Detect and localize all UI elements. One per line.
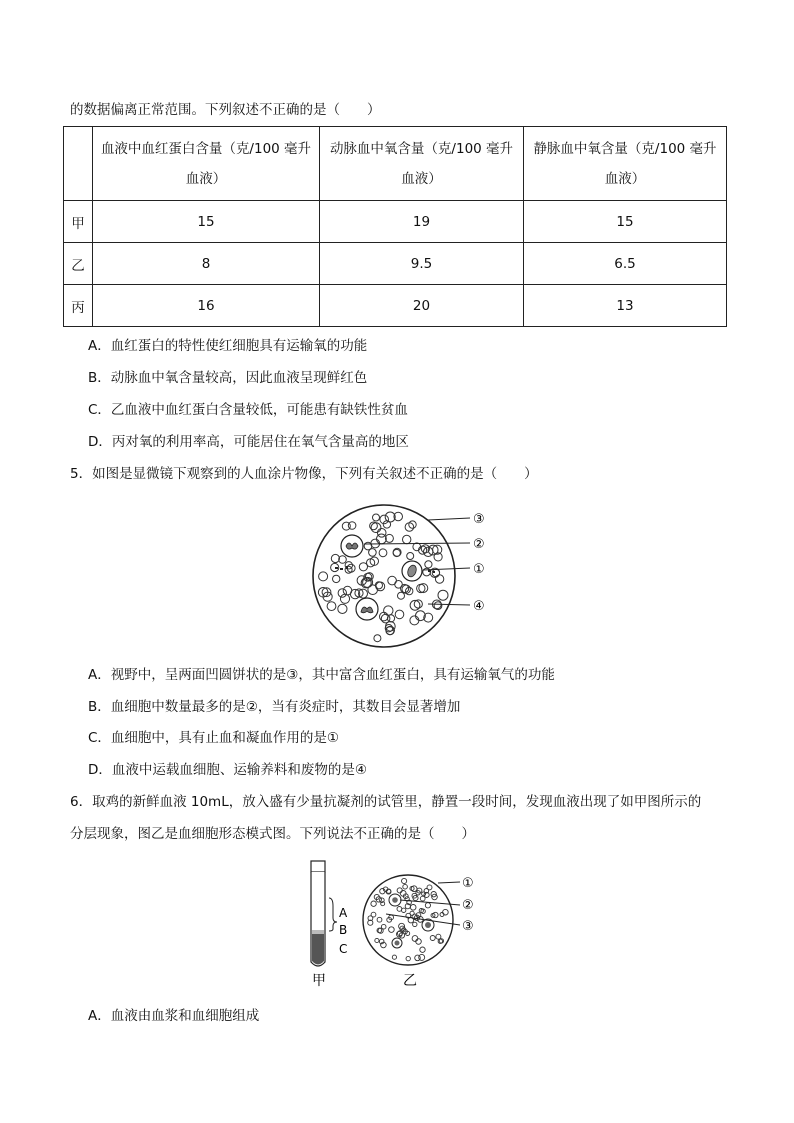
table-row <box>64 201 727 243</box>
red-blood-cell <box>338 604 347 613</box>
red-blood-cell <box>395 610 404 619</box>
table-header-row <box>64 127 727 201</box>
red-blood-cell <box>389 927 395 933</box>
red-blood-cell <box>374 635 381 642</box>
red-blood-cell <box>416 939 422 945</box>
header-arterial-line1: 动脉血中氧含量（克/100 毫升 <box>329 140 514 157</box>
q5-option-a: A．视野中，呈两面凹圆饼状的是③，其中富含血红蛋白，具有运输氧气的功能 <box>88 667 555 683</box>
layer-b <box>312 930 324 934</box>
q4-option-c: C．乙血液中血红蛋白含量较低，可能患有缺铁性贫血 <box>88 402 408 418</box>
red-blood-cell <box>436 934 441 939</box>
red-blood-cell <box>425 561 432 568</box>
caption-jia: 甲 <box>312 973 326 989</box>
table-row <box>64 243 727 285</box>
red-blood-cell <box>380 612 389 621</box>
header-venous-line1: 静脉血中氧含量（克/100 毫升 <box>533 140 717 157</box>
white-blood-cell <box>402 561 422 581</box>
red-blood-cell <box>375 938 379 942</box>
red-blood-cell <box>384 606 393 615</box>
label-2: ② <box>473 537 485 552</box>
q4-option-d: D．丙对氧的利用率高，可能居住在氧气含量高的地区 <box>88 434 409 450</box>
red-blood-cell <box>373 514 380 521</box>
q5-option-d: D．血液中运载血细胞、运输养料和废物的是④ <box>88 762 367 778</box>
red-blood-cell <box>420 896 425 901</box>
red-blood-cell <box>369 549 377 557</box>
red-blood-cell <box>371 901 376 906</box>
cell-value: 19 <box>320 201 524 243</box>
caption-yi: 乙 <box>403 973 417 989</box>
red-blood-cell <box>348 522 356 530</box>
red-blood-cell <box>371 912 376 917</box>
red-blood-cell <box>397 888 402 893</box>
red-blood-cell <box>412 936 418 942</box>
table-corner-cell <box>64 127 93 201</box>
q5-option-c: C．血细胞中，具有止血和凝血作用的是① <box>88 730 340 746</box>
red-blood-cell <box>406 956 410 960</box>
header-arterial-line2: 血液） <box>401 170 442 187</box>
tube-label-c: C <box>339 942 348 956</box>
label-1: ① <box>462 876 474 891</box>
q6-stem-line1: 6．取鸡的新鲜血液 10mL，放入盛有少量抗凝剂的试管里，静置一段时间，发现血液出现了如甲图所示的 <box>70 794 702 810</box>
row-label-yi: 乙 <box>64 243 93 285</box>
label-3: ③ <box>462 919 474 934</box>
white-blood-cell <box>341 535 363 557</box>
cell-value: 15 <box>524 201 727 243</box>
red-blood-cell <box>338 589 346 597</box>
red-blood-cell <box>381 924 386 929</box>
tube-label-a: A <box>339 906 348 920</box>
red-blood-cell <box>392 955 396 959</box>
cell-value: 13 <box>524 285 727 327</box>
red-blood-cells <box>318 512 448 642</box>
cell-value: 15 <box>93 201 320 243</box>
red-blood-cell <box>371 523 381 533</box>
row-label-bing: 丙 <box>64 285 93 327</box>
blood-tube-and-cells-figure <box>300 858 490 990</box>
cell-value: 6.5 <box>524 243 727 285</box>
red-blood-cell <box>419 954 425 960</box>
red-blood-cell <box>327 602 336 611</box>
red-blood-cell <box>425 903 430 908</box>
q6-option-a: A．血液由血浆和血细胞组成 <box>88 1008 260 1024</box>
table-row <box>64 285 727 327</box>
red-blood-cell <box>438 590 448 600</box>
blood-data-table <box>63 126 727 327</box>
label-4: ④ <box>473 599 485 614</box>
red-blood-cell <box>343 586 352 595</box>
header-hemoglobin-line1: 血液中血红蛋白含量（克/100 毫升 <box>100 140 312 157</box>
label-2: ② <box>462 898 474 913</box>
cell-value: 9.5 <box>320 243 524 285</box>
blood-smear-figure <box>310 500 500 652</box>
red-blood-cell <box>430 936 435 941</box>
label-1: ① <box>473 562 485 577</box>
red-blood-cell <box>398 592 405 599</box>
table-header-venous-oxygen <box>524 127 727 201</box>
red-blood-cell <box>333 575 340 582</box>
tube-label-b: B <box>339 923 348 937</box>
layer-c <box>312 934 324 965</box>
red-blood-cell <box>407 553 414 560</box>
white-blood-cell <box>356 598 378 620</box>
red-blood-cell <box>410 905 416 911</box>
test-tube <box>311 861 325 966</box>
cell-value: 8 <box>93 243 320 285</box>
red-blood-cell <box>402 878 407 883</box>
red-blood-cell <box>410 616 419 625</box>
q4-option-b: B．动脉血中氧含量较高，因此血液呈现鲜红色 <box>88 370 368 386</box>
label-3: ③ <box>473 512 485 527</box>
red-blood-cell <box>403 535 411 543</box>
q4-option-a: A．血红蛋白的特性使红细胞具有运输氧的功能 <box>88 338 368 354</box>
red-blood-cell <box>376 582 385 591</box>
red-blood-cell <box>413 922 417 926</box>
red-blood-cell <box>377 917 382 922</box>
row-label-jia: 甲 <box>64 201 93 243</box>
red-blood-cells <box>368 878 449 960</box>
table-header-hemoglobin <box>93 127 320 201</box>
red-blood-cell <box>359 563 367 571</box>
red-blood-cell <box>402 908 406 912</box>
red-blood-cell <box>379 549 387 557</box>
red-blood-cell <box>403 884 408 889</box>
red-blood-cell <box>319 572 328 581</box>
table-header-arterial-oxygen <box>320 127 524 201</box>
header-venous-line2: 血液） <box>604 170 646 187</box>
cell-value: 16 <box>93 285 320 327</box>
q5-stem: 5．如图是显微镜下观察到的人血涂片物像，下列有关叙述不正确的是（ ） <box>70 466 538 482</box>
red-blood-cell <box>406 587 413 594</box>
red-blood-cell <box>331 554 339 562</box>
red-blood-cell <box>377 529 386 538</box>
white-blood-cell <box>389 894 401 906</box>
q6-stem-line2: 分层现象，图乙是血细胞形态模式图。下列说法不正确的是（ ） <box>70 826 475 842</box>
cell-value: 20 <box>320 285 524 327</box>
red-blood-cell <box>420 947 425 952</box>
red-blood-cell <box>443 909 449 915</box>
white-blood-cell <box>392 938 402 948</box>
q5-option-b: B．血细胞中数量最多的是②，当有炎症时，其数目会显著增加 <box>88 699 461 715</box>
q4-intro-tail: 的数据偏离正常范围。下列叙述不正确的是（ ） <box>70 102 381 118</box>
header-hemoglobin-line2: 血液） <box>185 170 227 187</box>
